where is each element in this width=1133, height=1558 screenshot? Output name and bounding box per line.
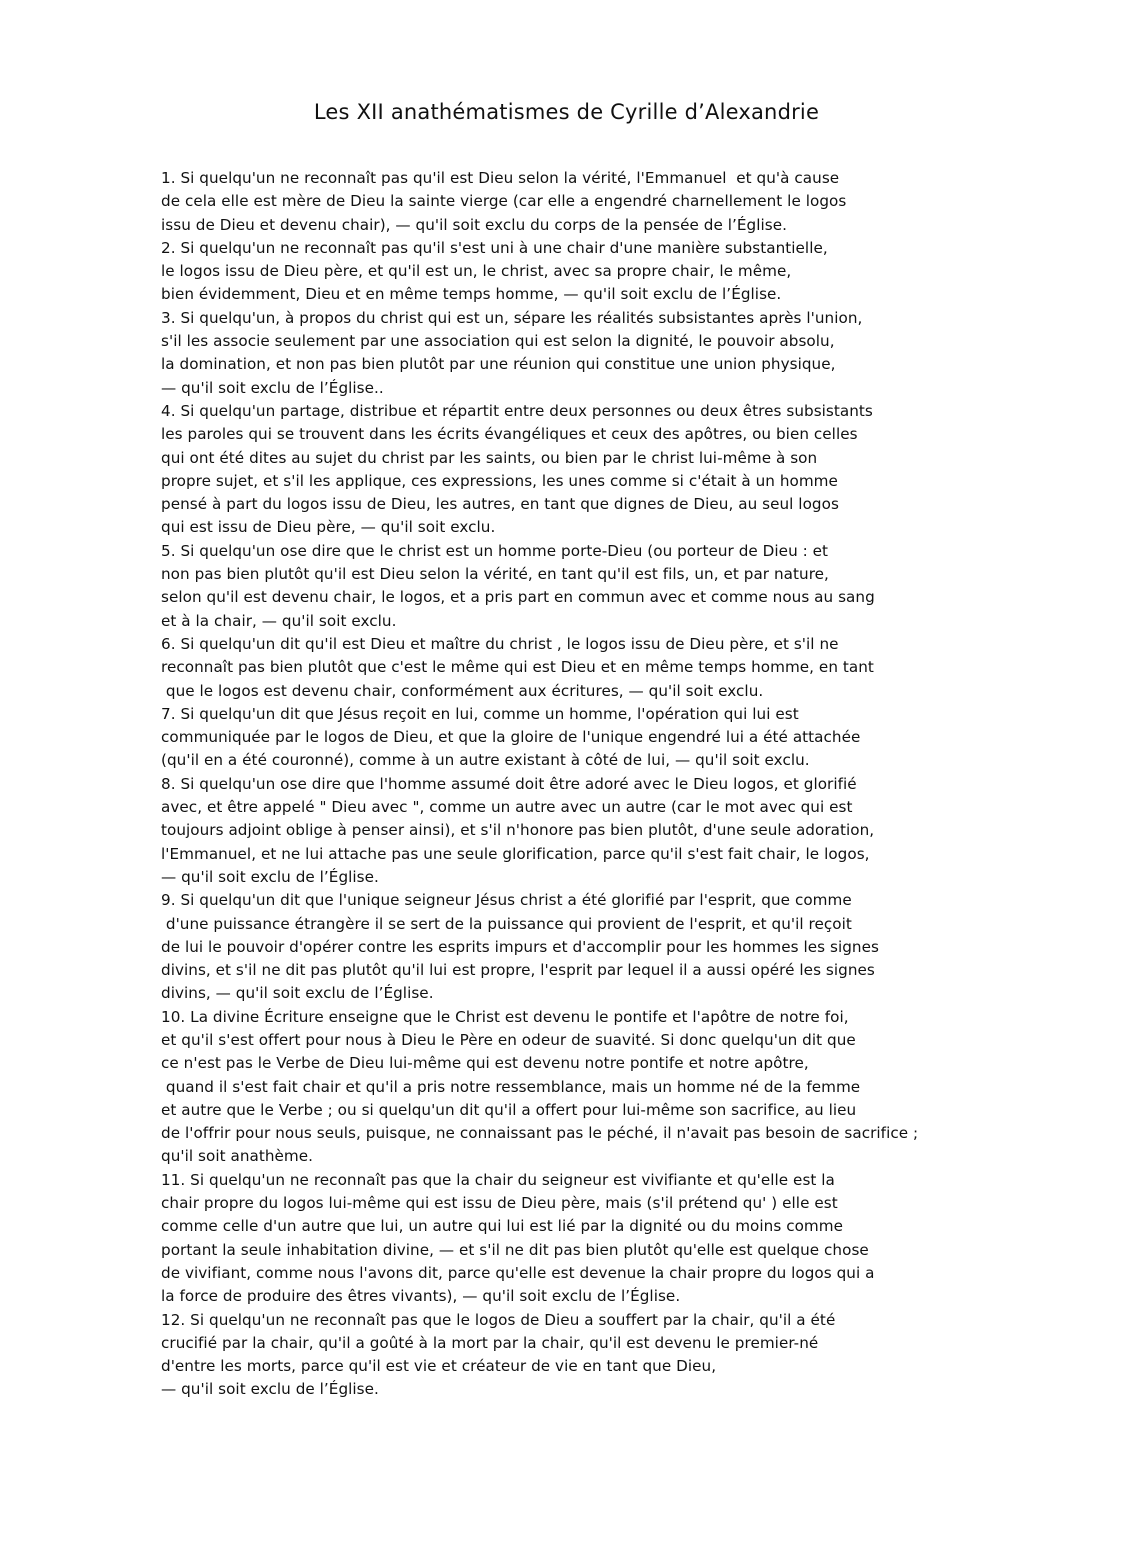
text-line: 4. Si quelqu'un partage, distribue et répartit entre deux personnes ou deux êtres subsistants — [161, 401, 873, 420]
text-line: divins, et s'il ne dit pas plutôt qu'il lui est propre, l'esprit par lequel il a aussi opéré les signes — [161, 961, 875, 980]
text-line: qui ont été dites au sujet du christ par les saints, ou bien par le christ lui-même à son — [161, 448, 818, 467]
text-line: 6. Si quelqu'un dit qu'il est Dieu et maître du christ , le logos issu de Dieu père, et s'il ne — [161, 634, 839, 653]
text-line: de l'offrir pour nous seuls, puisque, ne connaissant pas le péché, il n'avait pas besoin de sacrifice ; — [161, 1124, 919, 1143]
text-line: et autre que le Verbe ; ou si quelqu'un dit qu'il a offert pour lui-même son sacrifice, au lieu — [161, 1100, 857, 1119]
text-line: (qu'il en a été couronné), comme à un autre existant à côté de lui, — qu'il soit exclu. — [161, 751, 810, 770]
text-line: ce n'est pas le Verbe de Dieu lui-même qui est devenu notre pontife et notre apôtre, — [161, 1054, 809, 1073]
text-line: 8. Si quelqu'un ose dire que l'homme assumé doit être adoré avec le Dieu logos, et glorifié — [161, 774, 857, 793]
text-line: qui est issu de Dieu père, — qu'il soit exclu. — [161, 518, 496, 537]
text-line: comme celle d'un autre que lui, un autre qui lui est lié par la dignité ou du moins comme — [161, 1217, 844, 1236]
text-line: — qu'il soit exclu de l’Église. — [161, 867, 379, 886]
text-line: qu'il soit anathème. — [161, 1147, 314, 1166]
text-line: — qu'il soit exclu de l’Église.. — [161, 378, 384, 397]
text-line: portant la seule inhabitation divine, — et s'il ne dit pas bien plutôt qu'elle est quelque chose — [161, 1240, 869, 1259]
text-line: avec, et être appelé " Dieu avec ", comme un autre avec un autre (car le mot avec qui est — [161, 798, 853, 817]
text-line: propre sujet, et s'il les applique, ces expressions, les unes comme si c'était à un homme — [161, 471, 838, 490]
text-line: l'Emmanuel, et ne lui attache pas une seule glorification, parce qu'il s'est fait chair, le logos, — [161, 844, 870, 863]
text-line: quand il s'est fait chair et qu'il a pris notre ressemblance, mais un homme né de la femme — [161, 1077, 861, 1096]
text-line: — qu'il soit exclu de l’Église. — [161, 1380, 379, 1399]
text-line: non pas bien plutôt qu'il est Dieu selon la vérité, en tant qu'il est fils, un, et par nature, — [161, 565, 829, 584]
text-line: 11. Si quelqu'un ne reconnaît pas que la chair du seigneur est vivifiante et qu'elle est la — [161, 1170, 835, 1189]
text-line: 10. La divine Écriture enseigne que le Christ est devenu le pontife et l'apôtre de notre foi, — [161, 1007, 849, 1026]
text-line: la domination, et non pas bien plutôt par une réunion qui constitue une union physique, — [161, 355, 836, 374]
text-line: chair propre du logos lui-même qui est issu de Dieu père, mais (s'il prétend qu' ) elle est — [161, 1194, 838, 1213]
text-line: et à la chair, — qu'il soit exclu. — [161, 611, 397, 630]
text-line: de lui le pouvoir d'opérer contre les esprits impurs et d'accomplir pour les hommes les signes — [161, 937, 879, 956]
text-line: les paroles qui se trouvent dans les écrits évangéliques et ceux des apôtres, ou bien celles — [161, 425, 858, 444]
text-line: que le logos est devenu chair, conformément aux écritures, — qu'il soit exclu. — [161, 681, 764, 700]
text-line: bien évidemment, Dieu et en même temps homme, — qu'il soit exclu de l’Église. — [161, 285, 782, 304]
text-line: le logos issu de Dieu père, et qu'il est un, le christ, avec sa propre chair, le même, — [161, 262, 792, 281]
text-line: divins, — qu'il soit exclu de l’Église. — [161, 984, 434, 1003]
text-line: 1. Si quelqu'un ne reconnaît pas qu'il est Dieu selon la vérité, l'Emmanuel et qu'à cause — [161, 169, 840, 187]
text-line: de vivifiant, comme nous l'avons dit, parce qu'elle est devenue la chair propre du logos qui a — [161, 1263, 875, 1282]
text-line: s'il les associe seulement par une association qui est selon la dignité, le pouvoir absolu, — [161, 332, 835, 351]
text-line: 12. Si quelqu'un ne reconnaît pas que le logos de Dieu a souffert par la chair, qu'il a été — [161, 1310, 836, 1329]
text-line: crucifié par la chair, qu'il a goûté à la mort par la chair, qu'il est devenu le premier-né — [161, 1333, 819, 1352]
document-title: Les XII anathématismes de Cyrille d’Alexandrie — [313, 100, 820, 124]
text-line: 2. Si quelqu'un ne reconnaît pas qu'il s'est uni à une chair d'une manière substantielle, — [161, 238, 828, 257]
text-line: selon qu'il est devenu chair, le logos, et a pris part en commun avec et comme nous au sang — [161, 588, 875, 607]
text-line: 7. Si quelqu'un dit que Jésus reçoit en lui, comme un homme, l'opération qui lui est — [161, 704, 799, 723]
text-line: et qu'il s'est offert pour nous à Dieu le Père en odeur de suavité. Si donc quelqu'un dit que — [161, 1030, 856, 1049]
text-line: issu de Dieu et devenu chair), — qu'il soit exclu du corps de la pensée de l’Église. — [161, 215, 788, 234]
text-line: toujours adjoint oblige à penser ainsi), et s'il n'honore pas bien plutôt, d'une seule adoration, — [161, 821, 875, 840]
text-line: d'entre les morts, parce qu'il est vie et créateur de vie en tant que Dieu, — [161, 1357, 717, 1376]
text-line: 9. Si quelqu'un dit que l'unique seigneur Jésus christ a été glorifié par l'esprit, que comme — [161, 891, 852, 910]
text-line: d'une puissance étrangère il se sert de la puissance qui provient de l'esprit, et qu'il reçoit — [161, 914, 852, 933]
text-line: 5. Si quelqu'un ose dire que le christ est un homme porte-Dieu (ou porteur de Dieu : et — [161, 541, 829, 560]
text-line: reconnaît pas bien plutôt que c'est le même qui est Dieu et en même temps homme, en tant — [161, 658, 874, 677]
document-body — [161, 167, 1061, 1402]
text-line: communiquée par le logos de Dieu, et que la gloire de l'unique engendré lui a été attachée — [161, 728, 861, 747]
text-line: 3. Si quelqu'un, à propos du christ qui est un, sépare les réalités subsistantes après l'union, — [161, 308, 863, 327]
text-line: de cela elle est mère de Dieu la sainte vierge (car elle a engendré charnellement le logos — [161, 192, 847, 211]
text-line: la force de produire des êtres vivants), — qu'il soit exclu de l’Église. — [161, 1287, 681, 1306]
text-line: pensé à part du logos issu de Dieu, les autres, en tant que dignes de Dieu, au seul logos — [161, 495, 839, 514]
